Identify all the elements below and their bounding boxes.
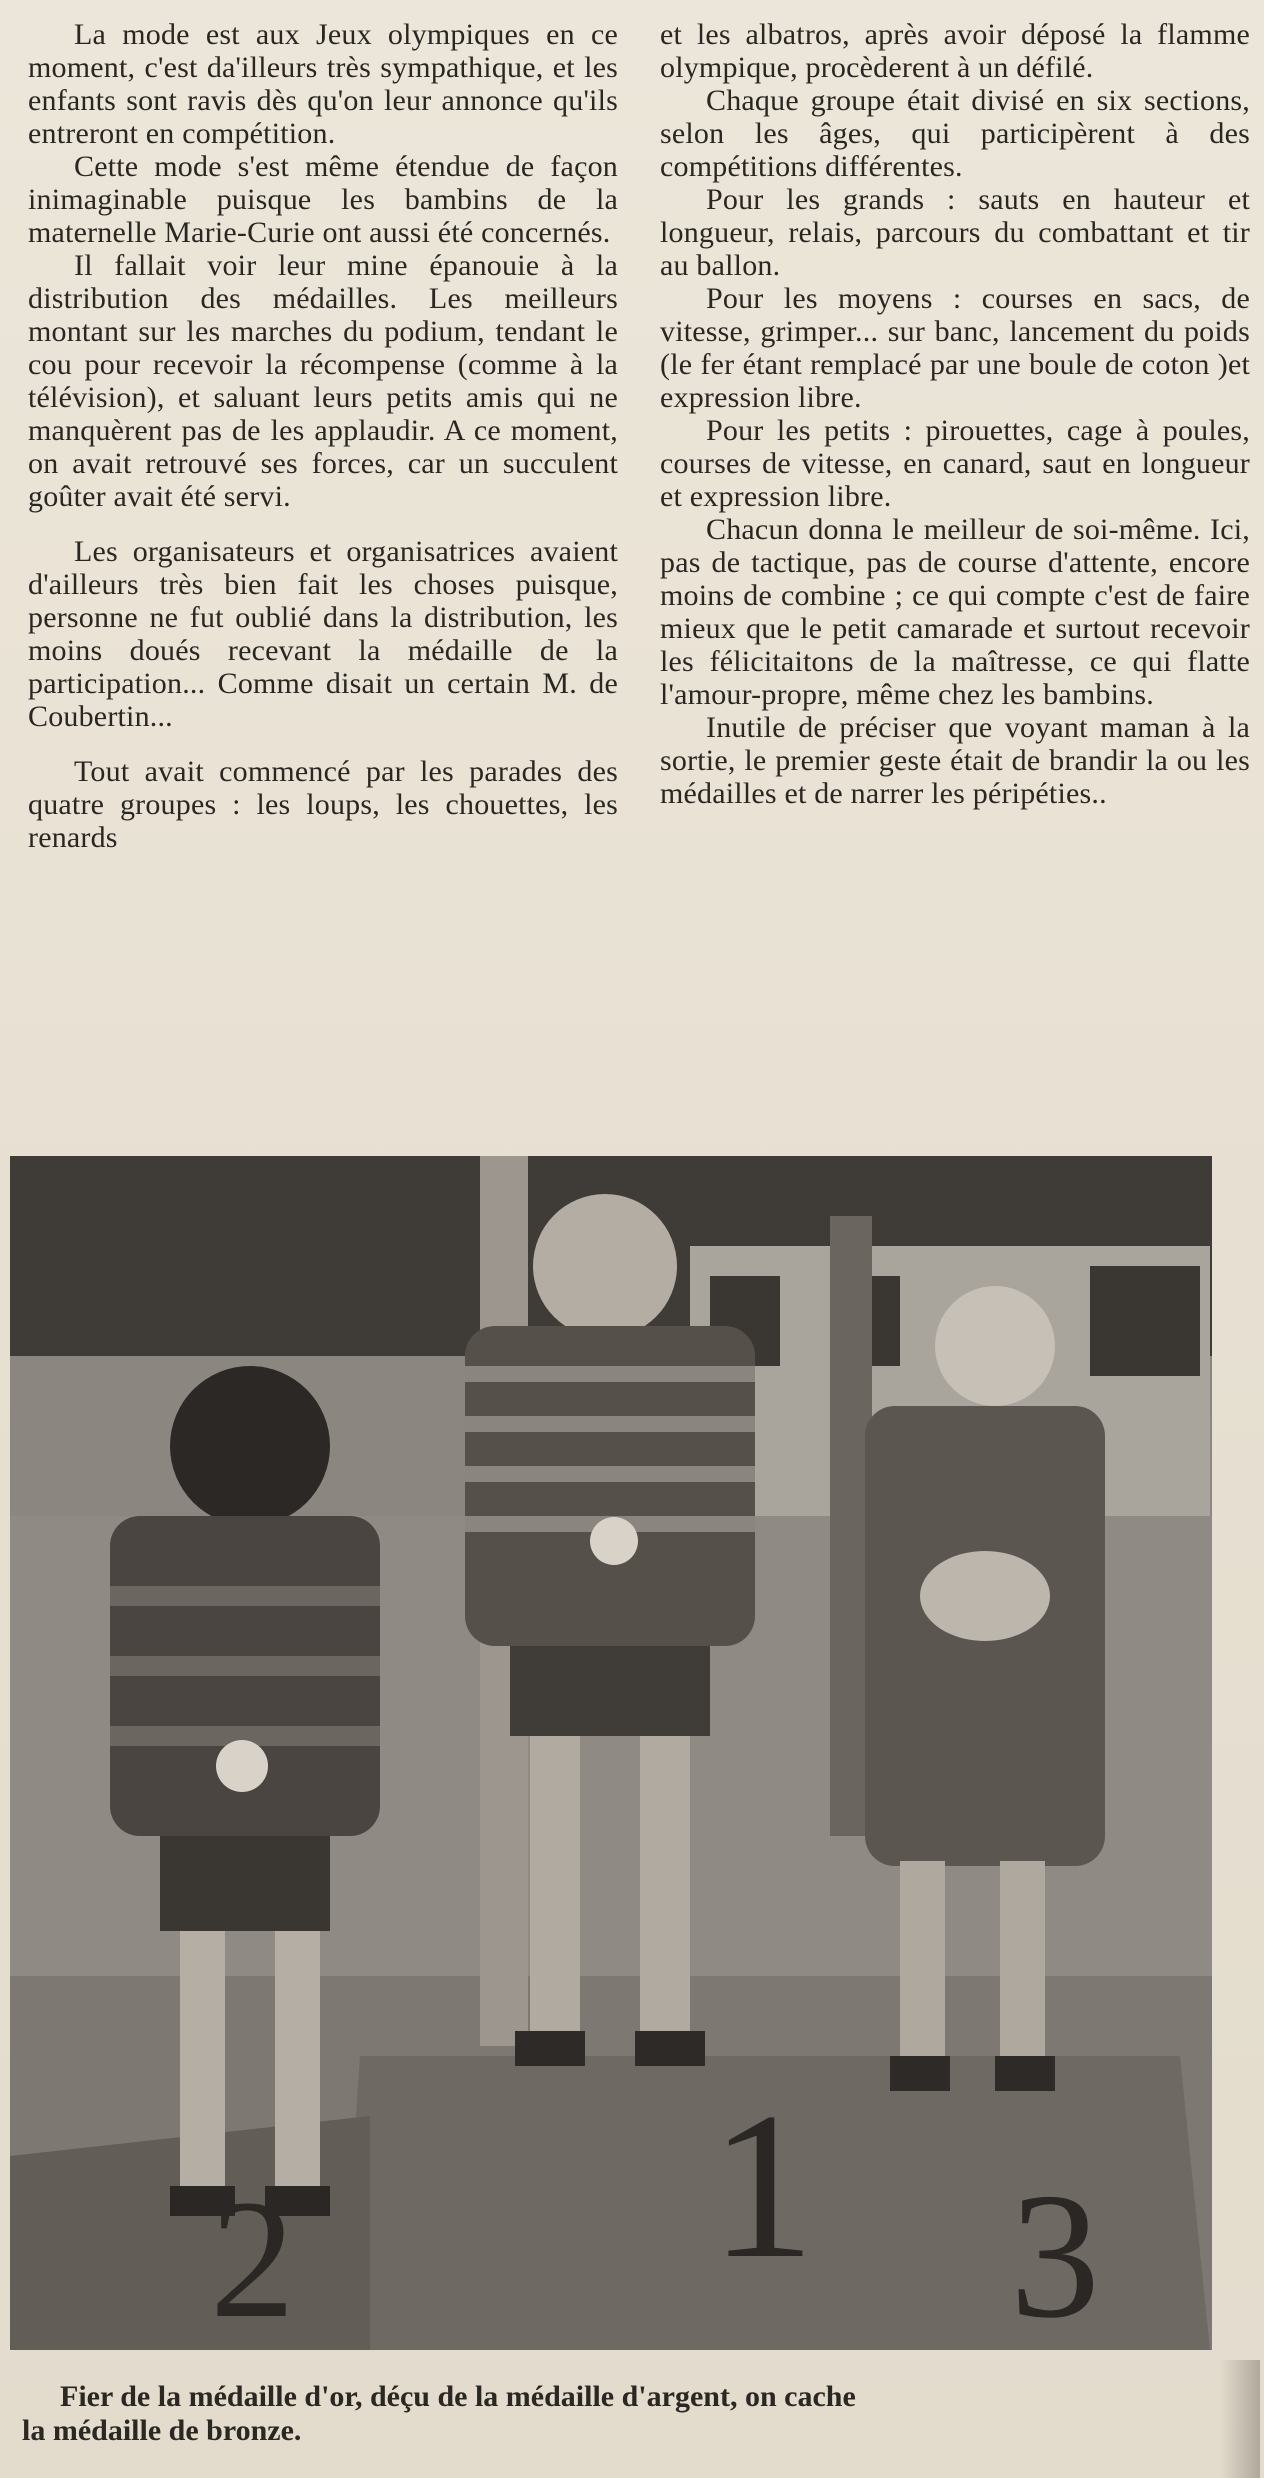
photo-caption <box>22 2380 1222 2448</box>
paragraph: et les albatros, après avoir déposé la flamme olympique, procèderent à un défilé. <box>660 18 1250 84</box>
podium-photo <box>10 1156 1212 2350</box>
podium-number-third: 3 <box>1010 2156 1100 2350</box>
article-body <box>28 18 1250 1118</box>
paragraph: Tout avait commencé par les parades des quatre groupes : les loups, les chouettes, les renards <box>28 755 618 854</box>
article-column-left <box>28 18 618 854</box>
photo-illustration <box>10 1156 1212 2350</box>
paragraph: Chacun donna le meilleur de soi-même. Ici, pas de tactique, pas de course d'attente, encore moins de combine ; ce qui compte c'est de faire mieux que le petit camarade et surtout recevoir les félicitaitons de la maîtresse, ce qui flatte l'amour-propre, même chez les bambins. <box>660 513 1250 711</box>
paragraph: Chaque groupe était divisé en six sections, selon les âges, qui participèrent à des compétitions différentes. <box>660 84 1250 183</box>
paragraph: Cette mode s'est même étendue de façon inimaginable puisque les bambins de la maternelle Marie-Curie ont aussi été concernés. <box>28 150 618 249</box>
caption-line: la médaille de bronze. <box>22 2414 302 2447</box>
podium-number-second: 2 <box>210 2165 295 2350</box>
paragraph: Pour les petits : pirouettes, cage à poules, courses de vitesse, en canard, saut en longueur et expression libre. <box>660 414 1250 513</box>
caption-line: Fier de la médaille d'or, déçu de la médaille d'argent, on cache <box>60 2380 856 2413</box>
paragraph: Il fallait voir leur mine épanouie à la distribution des médailles. Les meilleurs montant sur les marches du podium, tendant le cou pour recevoir la récompense (comme à la télévision), et saluant leurs petits amis qui ne manquèrent pas de les applaudir. A ce moment, on avait retrouvé ses forces, car un succulent goûter avait été servi. <box>28 249 618 513</box>
paragraph: Pour les grands : sauts en hauteur et longueur, relais, parcours du combattant et tir au ballon. <box>660 183 1250 282</box>
paragraph: Les organisateurs et organisatrices avaient d'ailleurs très bien fait les choses puisque, personne ne fut oublié dans la distribution, les moins doués recevant la médaille de la participation... Comme disait un certain M. de Coubertin... <box>28 535 618 733</box>
clipping-edge-shadow <box>1220 2360 1260 2478</box>
paragraph: La mode est aux Jeux olympiques en ce moment, c'est da'illeurs très sympathique, et les enfants sont ravis dès qu'on leur annonce qu'ils entreront en compétition. <box>28 18 618 150</box>
podium-number-first: 1 <box>710 2070 815 2302</box>
paragraph: Pour les moyens : courses en sacs, de vitesse, grimper... sur banc, lancement du poids (le fer étant remplacé par une boule de coton )et expression libre. <box>660 282 1250 414</box>
article-column-right <box>660 18 1250 810</box>
paragraph: Inutile de préciser que voyant maman à la sortie, le premier geste était de brandir la ou les médailles et de narrer les péripéties.. <box>660 711 1250 810</box>
